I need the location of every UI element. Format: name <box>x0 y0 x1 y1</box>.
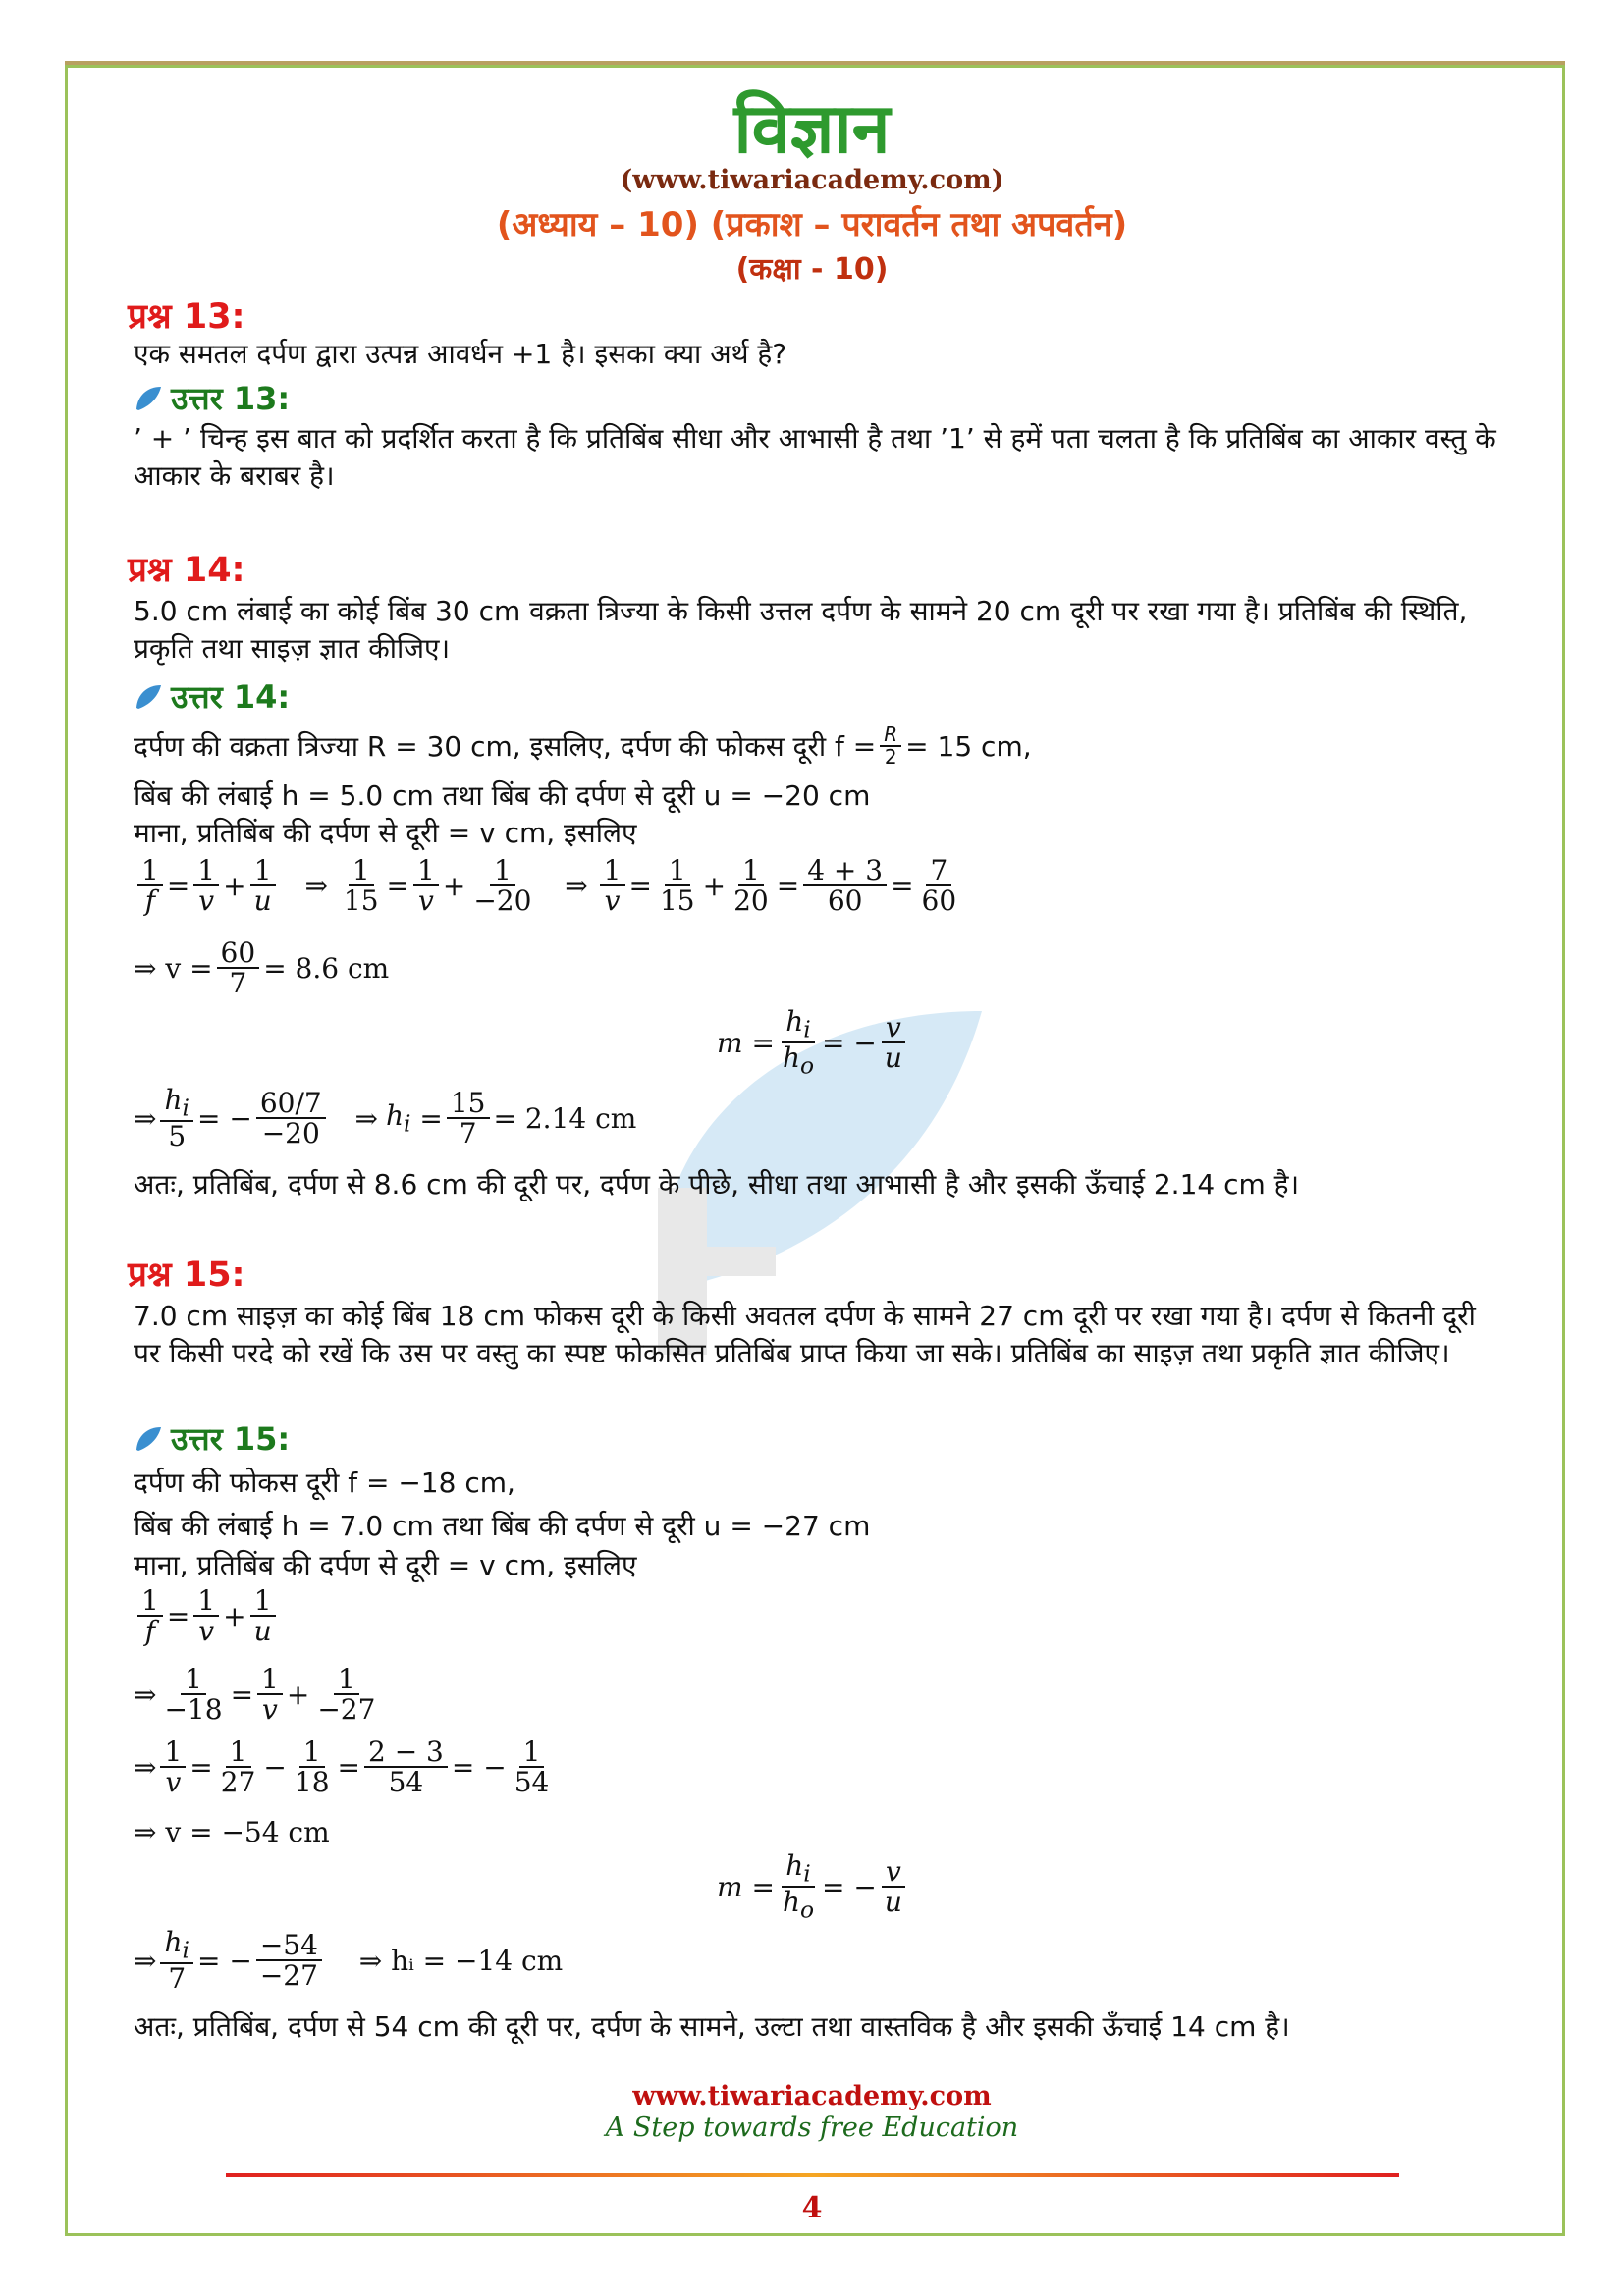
hi-result-14: = 2.14 cm <box>493 1101 637 1135</box>
answer-15-conclusion: अतः, प्रतिबिंब, दर्पण से 54 cm की दूरी पर, दर्पण के सामने, उल्टा तथा वास्तविक है और इसकी ऊँचाई 14 cm है। <box>134 2010 1290 2043</box>
answer-15-line1: दर्पण की फोकस दूरी f = −18 cm, <box>134 1467 515 1499</box>
question-15-text: 7.0 cm साइज़ का कोई बिंब 18 cm फोकस दूरी के किसी अवतल दर्पण के सामने 27 cm दूरी पर रखा गया है। दर्पण से कितनी दूरी पर किसी परदे को रखें कि उस पर वस्तु का स्पष्ट फोकसित प्रतिबिंब प्राप्त किया जा सके। प्रतिबिंब का साइज़ तथा प्रकृति ज्ञात कीजिए। <box>134 1300 1476 1369</box>
v-result-14: ⇒ v = $\frac{60}{7}$ = 8.6 cm <box>134 936 390 1000</box>
answer-14-line2: बिंब की लंबाई h = 5.0 cm तथा बिंब की दर्पण से दूरी u = −20 cm <box>134 779 871 812</box>
mirror-formula-14: $\frac{1}{f}$ = $\frac{1}{v}$ + $\frac{1}{u}$ ⇒ $\frac{1}{15}$ = $\frac{1}{v}$ + $\frac{1}{-20}$ ⇒ $\frac{1}{v}$ = $\frac{1}{15}$ + $\frac{1}{20}$ = $\frac{4 + 3}{60}$ = $\frac{7}{60}$ <box>134 856 964 916</box>
page-title: विज्ञान <box>733 88 891 169</box>
mirror-formula-15: $\frac{1}{f}$ = $\frac{1}{v}$ + $\frac{1}{u}$ <box>134 1586 280 1646</box>
line1-part-b: R = 30 cm, इसलिए, दर्पण की फोकस दूरी <box>366 730 827 763</box>
line1-part-a: दर्पण की वक्रता त्रिज्या <box>134 730 358 763</box>
magnification-formula-14: m = $\frac{h_i}{h_o}$ = − $\frac{v}{u}$ <box>717 1007 910 1078</box>
leaf-icon <box>134 682 163 712</box>
leaf-icon <box>134 384 163 413</box>
footer-tagline: A Step towards free Education <box>605 2112 1019 2143</box>
v-result-value: = 8.6 cm <box>263 951 390 985</box>
v-result-15-text: ⇒ v = −54 cm <box>134 1816 330 1848</box>
footer-rule <box>226 2173 1399 2177</box>
class-heading: (कक्षा - 10) <box>735 252 889 287</box>
line1-part-c: f = <box>835 729 877 763</box>
substitution-15: ⇒ $\frac{1}{-18}$ = $\frac{1}{v}$ + $\frac{1}{-27}$ <box>134 1663 376 1727</box>
question-15-label: प्रश्न 15: <box>128 1255 245 1295</box>
chapter-heading: (अध्याय – 10) (प्रकाश – परावर्तन तथा अपवर्तन) <box>496 205 1128 244</box>
leaf-icon <box>134 1424 163 1454</box>
footer-url: www.tiwariacademy.com <box>632 2081 992 2111</box>
height-calc-14: ⇒ $\frac{h_i}{5}$ = − $\frac{60/7}{-20}$ ⇒ $h_i$ = $\frac{15}{7}$ = 2.14 cm <box>134 1084 637 1153</box>
height-calc-15: ⇒ $\frac{h_i}{7}$ = − $\frac{-54}{-27}$ ⇒ hᵢ = −14 cm <box>134 1926 564 1996</box>
magnification-formula-15: m = $\frac{h_i}{h_o}$ = − $\frac{v}{u}$ <box>717 1851 910 1922</box>
question-14-label: प्रश्न 14: <box>128 551 245 590</box>
question-13-label: प्रश्न 13: <box>128 297 245 337</box>
answer-14-label <box>134 675 290 718</box>
answer-15-line3: माना, प्रतिबिंब की दर्पण से दूरी = v cm, इसलिए <box>134 1549 637 1581</box>
solve-v-15: ⇒ $\frac{1}{v}$ = $\frac{1}{27}$ − $\frac{1}{18}$ = $\frac{2 - 3}{54}$ = − $\frac{1}{54}$ <box>134 1735 550 1799</box>
v-result-prefix: ⇒ v = <box>134 951 213 985</box>
hi-result-15: ⇒ hᵢ = −14 cm <box>358 1944 564 1977</box>
answer-15-label-text: उत्तर 15: <box>171 1420 291 1458</box>
page-number: 4 <box>801 2191 823 2225</box>
question-13-text: एक समतल दर्पण द्वारा उत्पन्न आवर्धन +1 है। इसका क्या अर्थ है? <box>134 338 787 370</box>
fraction-r-over-2: $\frac{R}{2}$ <box>880 724 901 768</box>
answer-14-conclusion: अतः, प्रतिबिंब, दर्पण से 8.6 cm की दूरी पर, दर्पण के पीछे, सीधा तथा आभासी है और इसकी ऊँचाई 2.14 cm है। <box>134 1168 1300 1201</box>
answer-15-label <box>134 1417 290 1460</box>
answer-14-line1 <box>134 724 1032 768</box>
question-14-text: 5.0 cm लंबाई का कोई बिंब 30 cm वक्रता त्रिज्या के किसी उत्तल दर्पण के सामने 20 cm दूरी पर रखा गया है। प्रतिबिंब की स्थिति, प्रकृति तथा साइज़ ज्ञात कीजिए। <box>134 595 1468 665</box>
answer-15-line2: बिंब की लंबाई h = 7.0 cm तथा बिंब की दर्पण से दूरी u = −27 cm <box>134 1510 871 1542</box>
line1-part-d: = 15 cm, <box>905 729 1032 763</box>
answer-13-label-text: उत्तर 13: <box>171 380 291 417</box>
answer-13-label <box>134 377 290 419</box>
v-result-15 <box>134 1816 330 1848</box>
header-url: (www.tiwariacademy.com) <box>620 165 1004 195</box>
answer-14-line3: माना, प्रतिबिंब की दर्पण से दूरी = v cm, इसलिए <box>134 817 637 849</box>
answer-13-text: ’ + ’ चिन्ह इस बात को प्रदर्शित करता है कि प्रतिबिंब सीधा और आभासी है तथा ’1’ से हमें पता चलता है कि प्रतिबिंब का आकार वस्तु के आकार के बराबर है। <box>134 422 1496 492</box>
answer-14-label-text: उत्तर 14: <box>171 678 291 716</box>
